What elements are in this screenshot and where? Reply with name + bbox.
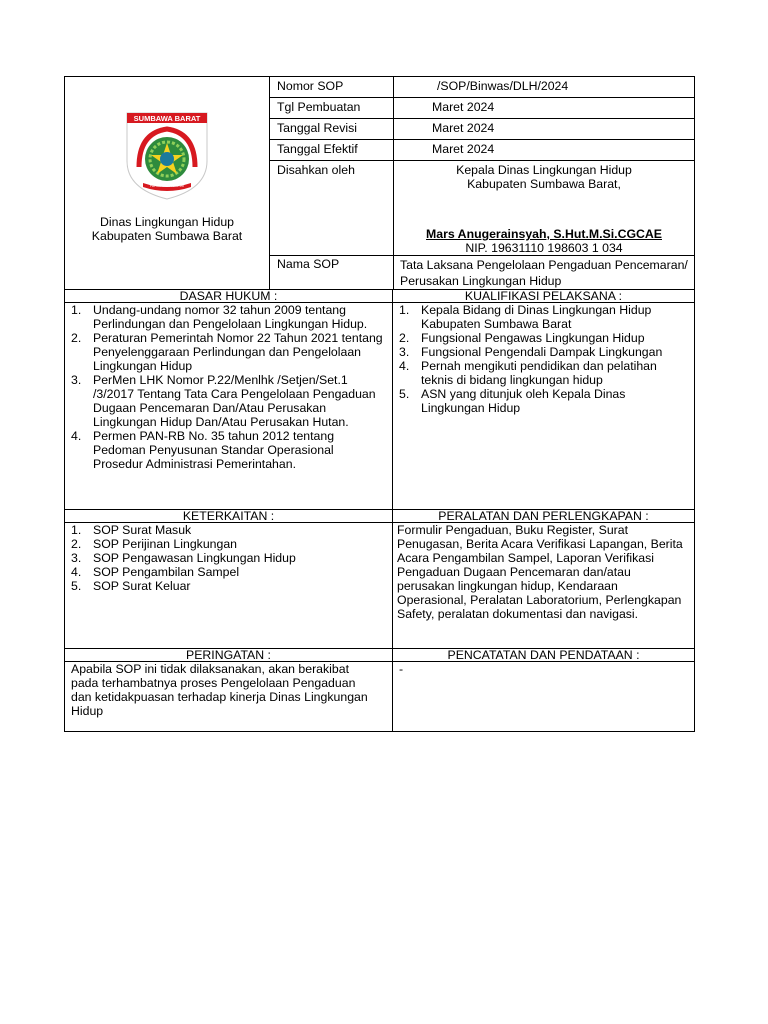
signer-name: Mars Anugerainsyah, S.Hut.M.Si.CGCAE (426, 227, 662, 241)
list-item: 4. SOP Pengambilan Sampel (71, 565, 240, 579)
pencatatan-title: PENCATATAN DAN PENDATAAN : (393, 649, 695, 662)
nama-sop-label: Nama SOP (270, 256, 394, 290)
tanggal-revisi-label: Tanggal Revisi (270, 119, 394, 140)
peralatan-title: PERALATAN DAN PERLENGKAPAN : (393, 510, 695, 523)
disahkan-oleh-label: Disahkan oleh (270, 161, 394, 256)
list-item: 2. Fungsional Pengawas Lingkungan Hidup (399, 331, 645, 345)
logo-motto: PARIRI LEMA BARIRI (149, 184, 185, 188)
peralatan-text: Formulir Pengaduan, Buku Register, Surat Penugasan, Berita Acara Verifikasi Lapangan, Berita Acara Pengambilan Sampel, Laporan Verifikasi Pengaduan Dugaan Pencemaran dan/atau perusakan lingkungan hidup, Kendaraan Operasional, Peralatan Laboratorium, Perlengkapan Safety, peralatan dokumentasi dan navigasi. (393, 523, 695, 649)
nama-sop-value: Tata Laksana Pengelolaan Pengaduan Pencemaran/ Perusakan Lingkungan Hidup (394, 256, 695, 290)
approval-cell (394, 161, 695, 256)
peringatan-title: PERINGATAN : (65, 649, 393, 662)
list-item: 2. Peraturan Pemerintah Nomor 22 Tahun 2021 tentang Penyelenggaraan Perlindungan dan Pengelolaan Lingkungan Hidup (71, 331, 383, 373)
list-item: 4. Permen PAN-RB No. 35 tahun 2012 tentang Pedoman Penyusunan Standar Operasional Prosedur Administrasi Pemerintahan. (71, 429, 335, 471)
list-item: 1. Undang-undang nomor 32 tahun 2009 tentang Perlindungan dan Pengelolaan Lingkungan Hidup. (71, 303, 368, 331)
keterkaitan-list (65, 523, 392, 593)
nomor-sop-label: Nomor SOP (270, 77, 394, 98)
kualifikasi-title: KUALIFIKASI PELAKSANA : (393, 290, 695, 303)
sop-detail-table (64, 289, 695, 732)
nomor-sop-value: /SOP/Binwas/DLH/2024 (394, 77, 695, 98)
agency-name-line1: Dinas Lingkungan Hidup (100, 215, 234, 229)
logo-cell (65, 77, 270, 290)
keterkaitan-title: KETERKAITAN : (65, 510, 393, 523)
tanggal-revisi-value: Maret 2024 (394, 119, 695, 140)
dasar-hukum-title: DASAR HUKUM : (65, 290, 393, 303)
list-item: 3. Fungsional Pengendali Dampak Lingkungan (399, 345, 663, 359)
logo-text: SUMBAWA BARAT (133, 114, 201, 123)
peringatan-text: Apabila SOP ini tidak dilaksanakan, akan berakibat pada terhambatnya proses Pengelolaan Pengaduan dan ketidakpuasan terhadap kinerja Dinas Lingkungan Hidup (65, 662, 393, 732)
tanggal-efektif-value: Maret 2024 (394, 140, 695, 161)
list-item: 2. SOP Perijinan Lingkungan (71, 537, 238, 551)
kualifikasi-list (393, 303, 690, 415)
approval-line1: Kepala Dinas Lingkungan Hidup (456, 163, 632, 177)
list-item: 3. PerMen LHK Nomor P.22/Menlhk /Setjen/Set.1 /3/2017 Tentang Tata Cara Pengelolaan Pengaduan Dugaan Pencemaran Dan/Atau Perusakan Lingkungan Hidup Dan/Atau Perusakan Hutan. (71, 373, 376, 429)
tanggal-efektif-label: Tanggal Efektif (270, 140, 394, 161)
dasar-hukum-list (65, 303, 386, 471)
approval-line2: Kabupaten Sumbawa Barat, (467, 177, 621, 191)
list-item: 3. SOP Pengawasan Lingkungan Hidup (71, 551, 296, 565)
list-item: 1. Kepala Bidang di Dinas Lingkungan Hidup Kabupaten Sumbawa Barat (399, 303, 652, 331)
pencatatan-text: - (393, 662, 695, 732)
sop-table (64, 76, 695, 290)
list-item: 5. ASN yang ditunjuk oleh Kepala Dinas Lingkungan Hidup (399, 387, 626, 415)
tgl-pembuatan-label: Tgl Pembuatan (270, 98, 394, 119)
sumbawa-barat-logo (125, 111, 209, 201)
list-item: 5. SOP Surat Keluar (71, 579, 191, 593)
list-item: 4. Pernah mengikuti pendidikan dan pelatihan teknis di bidang lingkungan hidup (399, 359, 657, 387)
list-item: 1. SOP Surat Masuk (71, 523, 192, 537)
agency-name-line2: Kabupaten Sumbawa Barat (91, 229, 243, 243)
signer-nip: NIP. 19631110 198603 1 034 (465, 241, 623, 255)
sop-document (64, 76, 694, 732)
tgl-pembuatan-value: Maret 2024 (394, 98, 695, 119)
